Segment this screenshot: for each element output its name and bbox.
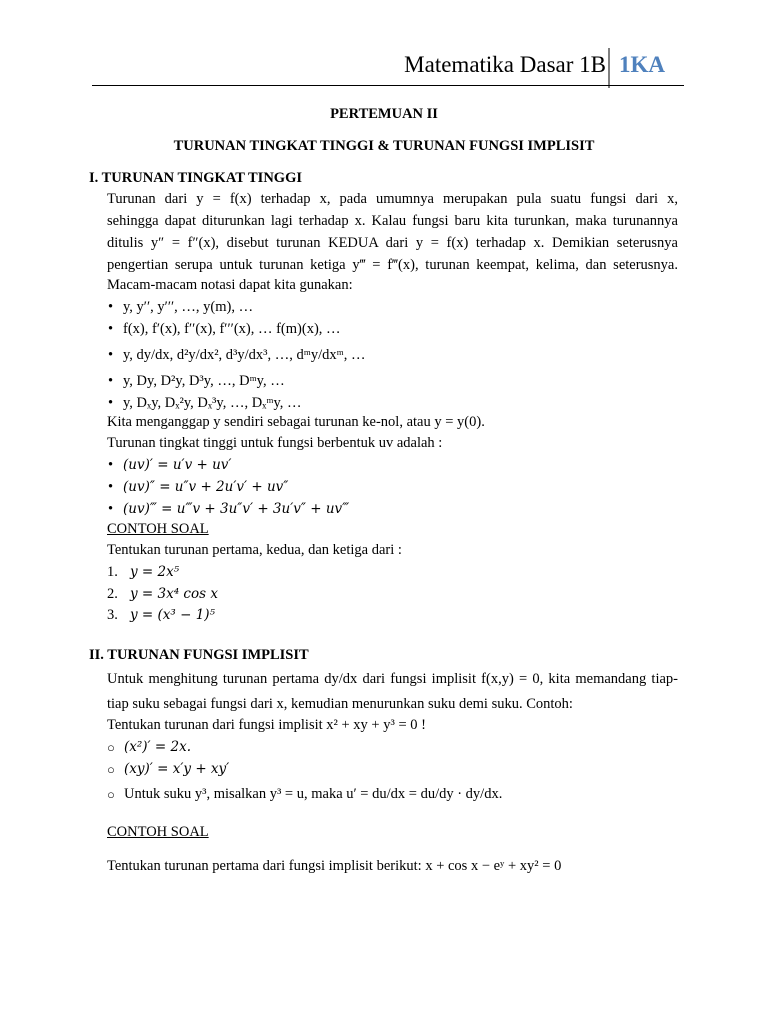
notation-item: y, Dy, D²y, D³y, …, Dᵐy, … bbox=[123, 373, 285, 389]
example-number: 1. bbox=[107, 564, 118, 580]
notation-item: y, y′′, y′′′, …, y(m), … bbox=[123, 299, 254, 315]
notation-item: y, Dₓy, Dₓ²y, Dₓ³y, …, Dₓᵐy, … bbox=[123, 395, 302, 411]
section-1-paragraph-line: ditulis y″ = f″(x), disebut turunan KEDUA dari y = f(x) terhadap x. Demikian seterusnya bbox=[107, 235, 678, 251]
implicit-exercise: Tentukan turunan pertama dari fungsi implisit berikut: x + cos x − eʸ + xy² = 0 bbox=[107, 858, 562, 874]
uv-intro: Turunan tingkat tinggi untuk fungsi berbentuk uv adalah : bbox=[107, 435, 443, 451]
uv-rule: (uv)″ = u″v + 2u′v′ + uv″ bbox=[123, 479, 289, 495]
document-title: TURUNAN TINGKAT TINGGI & TURUNAN FUNGSI IMPLISIT bbox=[173, 138, 595, 154]
implicit-example: Tentukan turunan dari fungsi implisit x² + xy + y³ = 0 ! bbox=[107, 717, 426, 733]
uv-rule: (uv)′ = u′v + uv′ bbox=[123, 457, 232, 473]
example-heading-2: CONTOH SOAL bbox=[107, 824, 209, 840]
bullet-icon: • bbox=[108, 395, 114, 411]
bullet-icon: • bbox=[108, 321, 114, 337]
section-1-paragraph-line: Turunan dari y = f(x) terhadap x, pada umumnya merupakan pula suatu fungsi dari x, bbox=[107, 191, 678, 207]
header-rule bbox=[92, 85, 684, 86]
circle-bullet-icon: ○ bbox=[107, 787, 115, 802]
meeting-title: PERTEMUAN II bbox=[330, 106, 438, 122]
section-1-heading: I. TURUNAN TINGKAT TINGGI bbox=[89, 170, 302, 186]
class-code: 1KA bbox=[619, 52, 665, 77]
example-intro: Tentukan turunan pertama, kedua, dan ketiga dari : bbox=[107, 542, 402, 558]
example-number: 2. bbox=[107, 586, 118, 602]
implicit-step: Untuk suku y³, misalkan y³ = u, maka u′ = du/dx = du/dy · dy/dx. bbox=[124, 786, 503, 802]
section-2-heading: II. TURUNAN FUNGSI IMPLISIT bbox=[89, 647, 309, 663]
course-title: Matematika Dasar 1B bbox=[404, 52, 606, 77]
uv-rule: (uv)‴ = u‴v + 3u″v′ + 3u′v″ + uv‴ bbox=[123, 501, 350, 517]
example-expression: y = 3x⁴ cos x bbox=[130, 586, 218, 602]
bullet-icon: • bbox=[108, 299, 114, 315]
example-number: 3. bbox=[107, 607, 118, 623]
bullet-icon: • bbox=[108, 479, 114, 495]
example-expression: y = 2x⁵ bbox=[130, 564, 180, 580]
notation-item: f(x), f′(x), f′′(x), f′′′(x), … f(m)(x), … bbox=[123, 321, 341, 337]
implicit-step: (x²)′ = 2x. bbox=[124, 739, 192, 755]
circle-bullet-icon: ○ bbox=[107, 740, 115, 755]
circle-bullet-icon: ○ bbox=[107, 762, 115, 777]
example-heading: CONTOH SOAL bbox=[107, 521, 209, 537]
zero-order-note: Kita menganggap y sendiri sebagai turunan ke-nol, atau y = y(0). bbox=[107, 414, 485, 430]
bullet-icon: • bbox=[108, 457, 114, 473]
notation-item: y, dy/dx, d²y/dx², d³y/dx³, …, dᵐy/dxᵐ, … bbox=[123, 347, 366, 363]
example-expression: y = (x³ − 1)⁵ bbox=[130, 607, 215, 623]
bullet-icon: • bbox=[108, 501, 114, 517]
header-divider bbox=[608, 48, 610, 88]
implicit-step: (xy)′ = x′y + xy′ bbox=[124, 761, 230, 777]
section-1-paragraph-line: sehingga dapat diturunkan lagi terhadap x. Kalau fungsi baru kita turunkan, maka turunannya bbox=[107, 213, 678, 229]
section-2-paragraph-line: Untuk menghitung turunan pertama dy/dx dari fungsi implisit f(x,y) = 0, kita memandang tiap- bbox=[107, 671, 678, 687]
bullet-icon: • bbox=[108, 347, 114, 363]
section-1-paragraph-line: pengertian serupa untuk turunan ketiga y‴ = f‴(x), turunan keempat, kelima, dan seterusnya. bbox=[107, 257, 678, 273]
page-header bbox=[0, 48, 768, 88]
bullet-icon: • bbox=[108, 373, 114, 389]
notation-intro: Macam-macam notasi dapat kita gunakan: bbox=[107, 277, 353, 293]
section-2-paragraph-line: tiap suku sebagai fungsi dari x, kemudian menurunkan suku demi suku. Contoh: bbox=[107, 696, 573, 712]
